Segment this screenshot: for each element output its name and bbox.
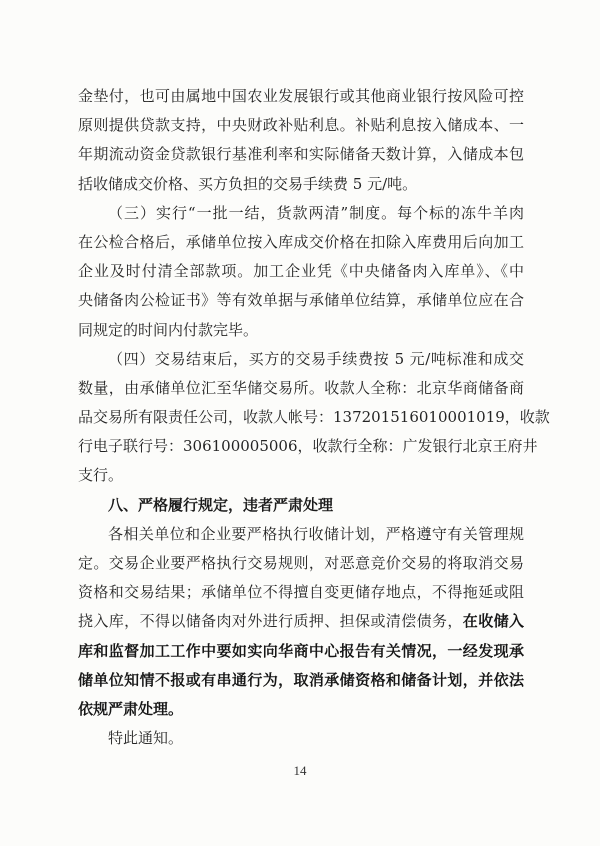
paragraph-line: 企业及时付清全部款项。加工企业凭《中央储备肉入库单》、《中 (78, 262, 524, 281)
paragraph-line: 定。交易企业要严格执行交易规则，对恶意竞价交易的将取消交易 (78, 554, 524, 572)
emphasis-line: 依规严肃处理。 (78, 699, 184, 718)
paragraph-line: 支行。 (78, 466, 124, 485)
emphasis-line: 储单位知情不报或有串通行为，取消承储资格和储备计划，并依法 (78, 670, 524, 689)
plain-text: 挠入库，不得以储备肉对外进行质押、担保或清偿债务， (78, 612, 463, 631)
paragraph-line: 金垫付，也可由属地中国农业发展银行或其他商业银行按风险可控 (78, 87, 524, 105)
paragraph-line: 年期流动资金贷款银行基准利率和实际储备天数计算，入储成本包 (78, 145, 524, 164)
paragraph-line: 资格和交易结果；承储单位不得擅自变更储存地点，不得拖延或阻 (78, 583, 524, 602)
paragraph-item-four (78, 345, 550, 491)
closing-notice: 特此通知。 (108, 729, 184, 748)
section-heading: 八、严格履行规定，违者严肃处理 (108, 495, 334, 514)
paragraph-line: （四）交易结束后，买方的交易手续费按 5 元/吨标准和成交 (108, 349, 524, 368)
paragraph-loan-support (78, 82, 524, 199)
paragraph-compliance (78, 520, 524, 724)
emphasis-line: 库和监督加工工作中要如实向华商中心报告有关情况，一经发现承 (78, 641, 524, 660)
paragraph-line: 在公检合格后，承储单位按入库成交价格在扣除入库费用后向加工 (78, 232, 524, 251)
paragraph-line: 品交易所有限责任公司，收款人帐号：137201516010001019，收款 (78, 408, 550, 427)
paragraph-line: 同规定的时间内付款完毕。 (78, 320, 259, 339)
paragraph-line: 数量，由承储单位汇至华储交易所。收款人全称：北京华商储备商 (78, 378, 524, 397)
paragraph-line: 括收储成交价格、买方负担的交易手续费 5 元/吨。 (78, 174, 418, 193)
paragraph-item-three (78, 199, 524, 345)
paragraph-line: （三）实行“一批一结，货款两清”制度。每个标的冻牛羊肉 (108, 203, 524, 222)
paragraph-line: 行电子联行号：306100005006，收款行全称：广发银行北京王府井 (78, 437, 538, 456)
paragraph-line: 原则提供贷款支持，中央财政补贴利息。补贴利息按入储成本、一 (78, 116, 524, 135)
emphasis-text: 在收储入 (462, 612, 524, 631)
paragraph-line: 央储备肉公检证书》等有效单据与承储单位结算，承储单位应在合 (78, 291, 524, 310)
document-body (78, 82, 550, 753)
page-number: 14 (293, 763, 307, 778)
paragraph-line (78, 607, 524, 636)
paragraph-line: 各相关单位和企业要严格执行收储计划，严格遵守有关管理规 (108, 524, 524, 543)
